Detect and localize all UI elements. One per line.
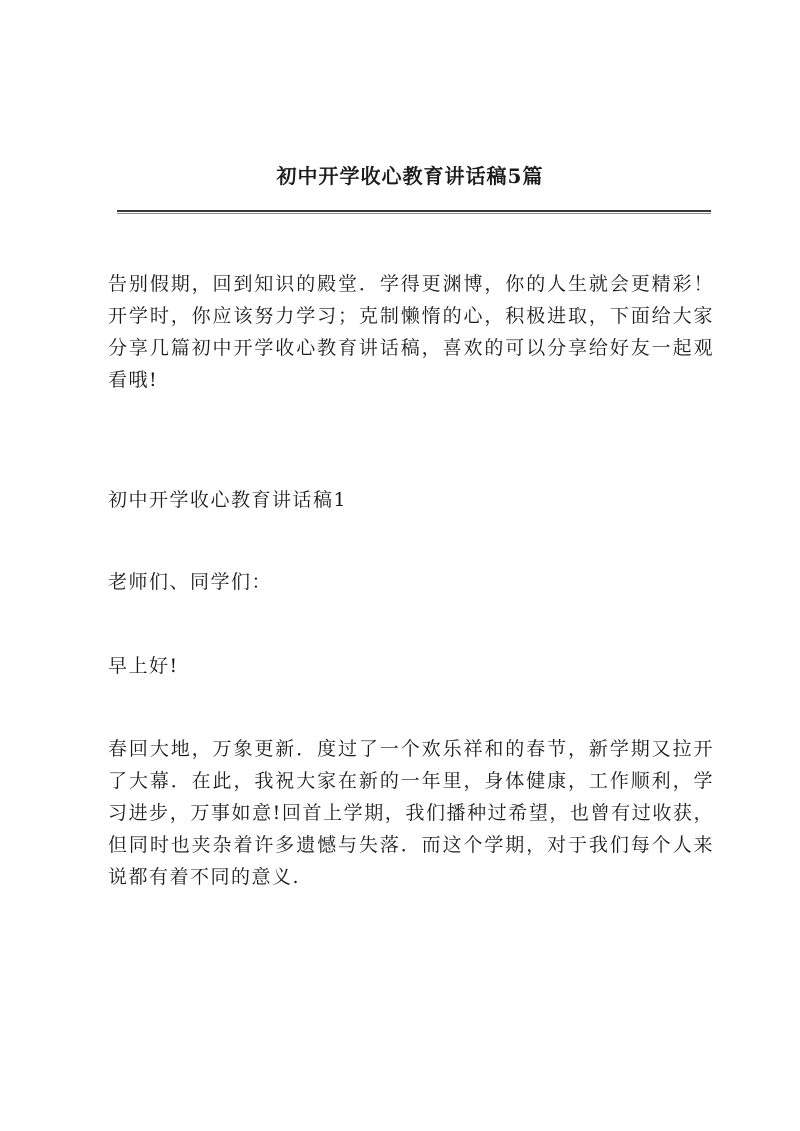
page-title: 初中开学收心教育讲话稿5篇: [276, 164, 544, 188]
greeting-paragraph: 早上好!: [108, 655, 179, 677]
body-paragraph: 春回大地，万象更新．度过了一个欢乐祥和的春节，新学期又拉开了大幕．在此，我祝大家在新的一年里，身体健康，工作顺利，学习进步，万事如意!回首上学期，我们播种过希望，也曾有过收获，但同时也夹杂着许多遗憾与失落．而这个学期，对于我们每个人来说都有着不同的意义.: [108, 738, 714, 888]
title-divider: [117, 210, 711, 214]
salutation-paragraph: 老师们、同学们：: [108, 571, 273, 593]
section-heading: 初中开学收心教育讲话稿1: [108, 489, 348, 511]
intro-paragraph: 告别假期，回到知识的殿堂．学得更渊博，你的人生就会更精彩！开学时，你应该努力学习；克制懒惰的心，积极进取，下面给大家分享几篇初中开学收心教育讲话稿，喜欢的可以分享给好友一起观看哦!: [108, 273, 714, 391]
